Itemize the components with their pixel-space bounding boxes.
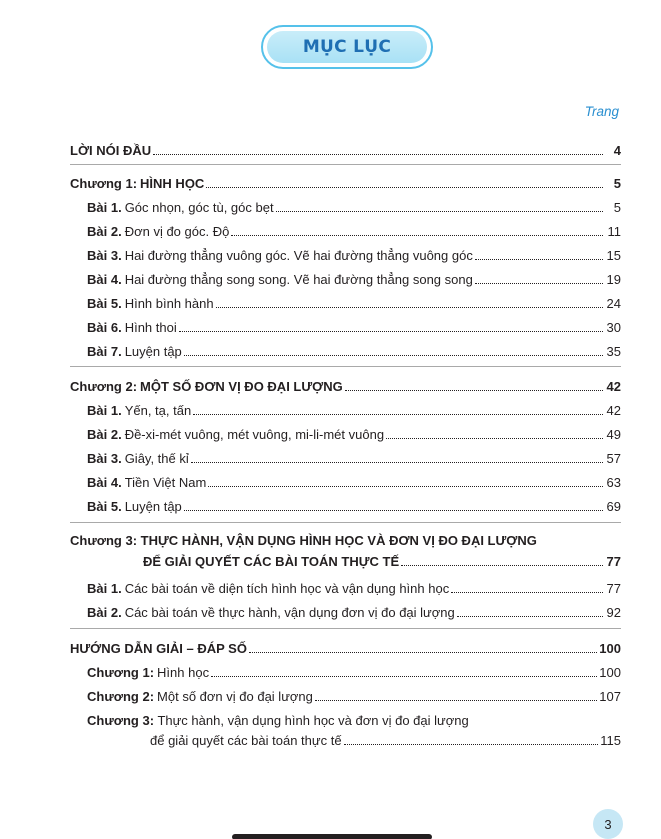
title-banner [261, 25, 433, 69]
dot-leader [276, 211, 603, 212]
answer-chapter-title-line2: để giải quyết các bài toán thực tế [150, 733, 342, 748]
toc-page-number: 4 [613, 143, 621, 158]
toc-lesson[interactable] [87, 400, 621, 418]
chapter-title: MỘT SỐ ĐƠN VỊ ĐO ĐẠI LƯỢNG [140, 379, 343, 394]
lesson-label: Bài 4. [87, 475, 122, 490]
home-indicator-bar [232, 834, 432, 839]
dot-leader [191, 462, 603, 463]
toc-chapter-3-line1[interactable] [70, 533, 537, 548]
toc-page-number: 92 [606, 605, 621, 620]
lesson-label: Bài 2. [87, 224, 122, 239]
lesson-title: Đơn vị đo góc. Độ [124, 224, 230, 239]
page-title: MỤC LỤC [302, 37, 392, 57]
page-number: 3 [604, 816, 612, 832]
chapter-label: Chương 3: [70, 533, 138, 548]
dot-leader [184, 510, 603, 511]
toc-page-number: 77 [606, 581, 621, 596]
section-divider [70, 628, 621, 629]
lesson-title: Hai đường thẳng vuông góc. Vẽ hai đường thẳng vuông góc [124, 248, 473, 263]
toc-lesson[interactable] [87, 496, 621, 514]
dot-leader [475, 283, 603, 284]
page-column-label: Trang [584, 104, 619, 119]
toc-entry-text: HƯỚNG DẪN GIẢI – ĐÁP SỐ [70, 641, 247, 656]
toc-page-number: 77 [606, 554, 621, 569]
toc-chapter-1[interactable] [70, 173, 621, 191]
dot-leader [315, 700, 597, 701]
toc-answer-item-3-line1[interactable] [87, 713, 469, 728]
toc-page-number: 24 [606, 296, 621, 311]
section-divider [70, 522, 621, 523]
toc-lesson[interactable] [87, 293, 621, 311]
page-number-badge [593, 809, 623, 839]
dot-leader [211, 676, 597, 677]
toc-lesson[interactable] [87, 269, 621, 287]
lesson-title: Các bài toán về diện tích hình học và vận dụng hình học [124, 581, 450, 596]
dot-leader [345, 390, 603, 391]
toc-page-number: 11 [607, 224, 621, 239]
toc-lesson[interactable] [87, 602, 621, 620]
chapter-title-line2: ĐỂ GIẢI QUYẾT CÁC BÀI TOÁN THỰC TẾ [143, 554, 400, 569]
dot-leader [153, 154, 603, 155]
toc-page-number: 100 [599, 641, 621, 656]
toc-page-number: 100 [599, 665, 621, 680]
lesson-title: Các bài toán về thực hành, vận dụng đơn vị đo đại lượng [124, 605, 455, 620]
section-divider [70, 366, 621, 367]
answer-chapter-label: Chương 1: [87, 665, 155, 680]
toc-lesson[interactable] [87, 472, 621, 490]
title-banner-inner [267, 31, 427, 63]
dot-leader [206, 187, 603, 188]
lesson-title: Luyện tập [124, 499, 182, 514]
lesson-title: Góc nhọn, góc tù, góc bẹt [124, 200, 274, 215]
lesson-label: Bài 5. [87, 296, 122, 311]
answer-chapter-title: Một số đơn vị đo đại lượng [157, 689, 313, 704]
lesson-title: Yến, tạ, tấn [124, 403, 192, 418]
chapter-title-line1: THỰC HÀNH, VẬN DỤNG HÌNH HỌC VÀ ĐƠN VỊ ĐO ĐẠI LƯỢNG [140, 533, 537, 548]
chapter-label: Chương 2: [70, 379, 138, 394]
lesson-title: Luyện tập [124, 344, 182, 359]
dot-leader [193, 414, 603, 415]
lesson-label: Bài 3. [87, 248, 122, 263]
toc-entry-preface[interactable] [70, 140, 621, 158]
lesson-label: Bài 5. [87, 499, 122, 514]
dot-leader [401, 565, 603, 566]
lesson-label: Bài 1. [87, 403, 122, 418]
toc-page-number: 63 [606, 475, 621, 490]
lesson-title: Đề-xi-mét vuông, mét vuông, mi-li-mét vuông [124, 427, 385, 442]
answer-chapter-label: Chương 3: [87, 713, 155, 728]
toc-page-number: 49 [606, 427, 621, 442]
toc-lesson[interactable] [87, 341, 621, 359]
dot-leader [208, 486, 603, 487]
dot-leader [231, 235, 603, 236]
toc-lesson[interactable] [87, 317, 621, 335]
lesson-label: Bài 2. [87, 427, 122, 442]
lesson-label: Bài 2. [87, 605, 122, 620]
answer-chapter-label: Chương 2: [87, 689, 155, 704]
dot-leader [386, 438, 603, 439]
answer-chapter-title-line1: Thực hành, vận dụng hình học và đơn vị đo đại lượng [157, 713, 469, 728]
dot-leader [344, 744, 599, 745]
toc-lesson[interactable] [87, 245, 621, 263]
lesson-label: Bài 7. [87, 344, 122, 359]
toc-chapter-3-line2[interactable] [143, 551, 621, 569]
dot-leader [249, 652, 597, 653]
toc-chapter-2[interactable] [70, 376, 621, 394]
toc-page-number: 35 [606, 344, 621, 359]
chapter-label: Chương 1: [70, 176, 138, 191]
dot-leader [184, 355, 603, 356]
toc-page-number: 5 [613, 200, 621, 215]
lesson-title: Hai đường thẳng song song. Vẽ hai đường thẳng song song [124, 272, 473, 287]
lesson-title: Tiền Việt Nam [124, 475, 207, 490]
lesson-label: Bài 1. [87, 581, 122, 596]
lesson-label: Bài 1. [87, 200, 122, 215]
lesson-title: Giây, thế kỉ [124, 451, 189, 466]
chapter-title: HÌNH HỌC [140, 176, 205, 191]
toc-lesson[interactable] [87, 221, 621, 239]
toc-page-number: 30 [606, 320, 621, 335]
lesson-label: Bài 6. [87, 320, 122, 335]
lesson-title: Hình bình hành [124, 296, 214, 311]
toc-page-number: 15 [606, 248, 621, 263]
toc-answer-item[interactable] [87, 662, 621, 680]
toc-lesson[interactable] [87, 424, 621, 442]
toc-answer-item-3-line2[interactable] [150, 730, 621, 748]
dot-leader [216, 307, 603, 308]
toc-lesson[interactable] [87, 578, 621, 596]
lesson-title: Hình thoi [124, 320, 177, 335]
section-divider [70, 164, 621, 165]
dot-leader [475, 259, 603, 260]
dot-leader [179, 331, 603, 332]
toc-entry-text: LỜI NÓI ĐẦU [70, 143, 152, 158]
toc-page-number: 115 [600, 733, 621, 748]
toc-page-number: 19 [606, 272, 621, 287]
toc-page-number: 5 [613, 176, 621, 191]
toc-answer-item[interactable] [87, 686, 621, 704]
toc-page-number: 69 [606, 499, 621, 514]
toc-page-number: 57 [606, 451, 621, 466]
toc-lesson[interactable] [87, 197, 621, 215]
toc-entry-answers[interactable] [70, 638, 621, 656]
toc-page-number: 107 [599, 689, 621, 704]
dot-leader [451, 592, 603, 593]
answer-chapter-title: Hình học [157, 665, 210, 680]
dot-leader [457, 616, 603, 617]
lesson-label: Bài 4. [87, 272, 122, 287]
toc-page-number: 42 [606, 379, 621, 394]
toc-page-number: 42 [606, 403, 621, 418]
toc-lesson[interactable] [87, 448, 621, 466]
lesson-label: Bài 3. [87, 451, 122, 466]
